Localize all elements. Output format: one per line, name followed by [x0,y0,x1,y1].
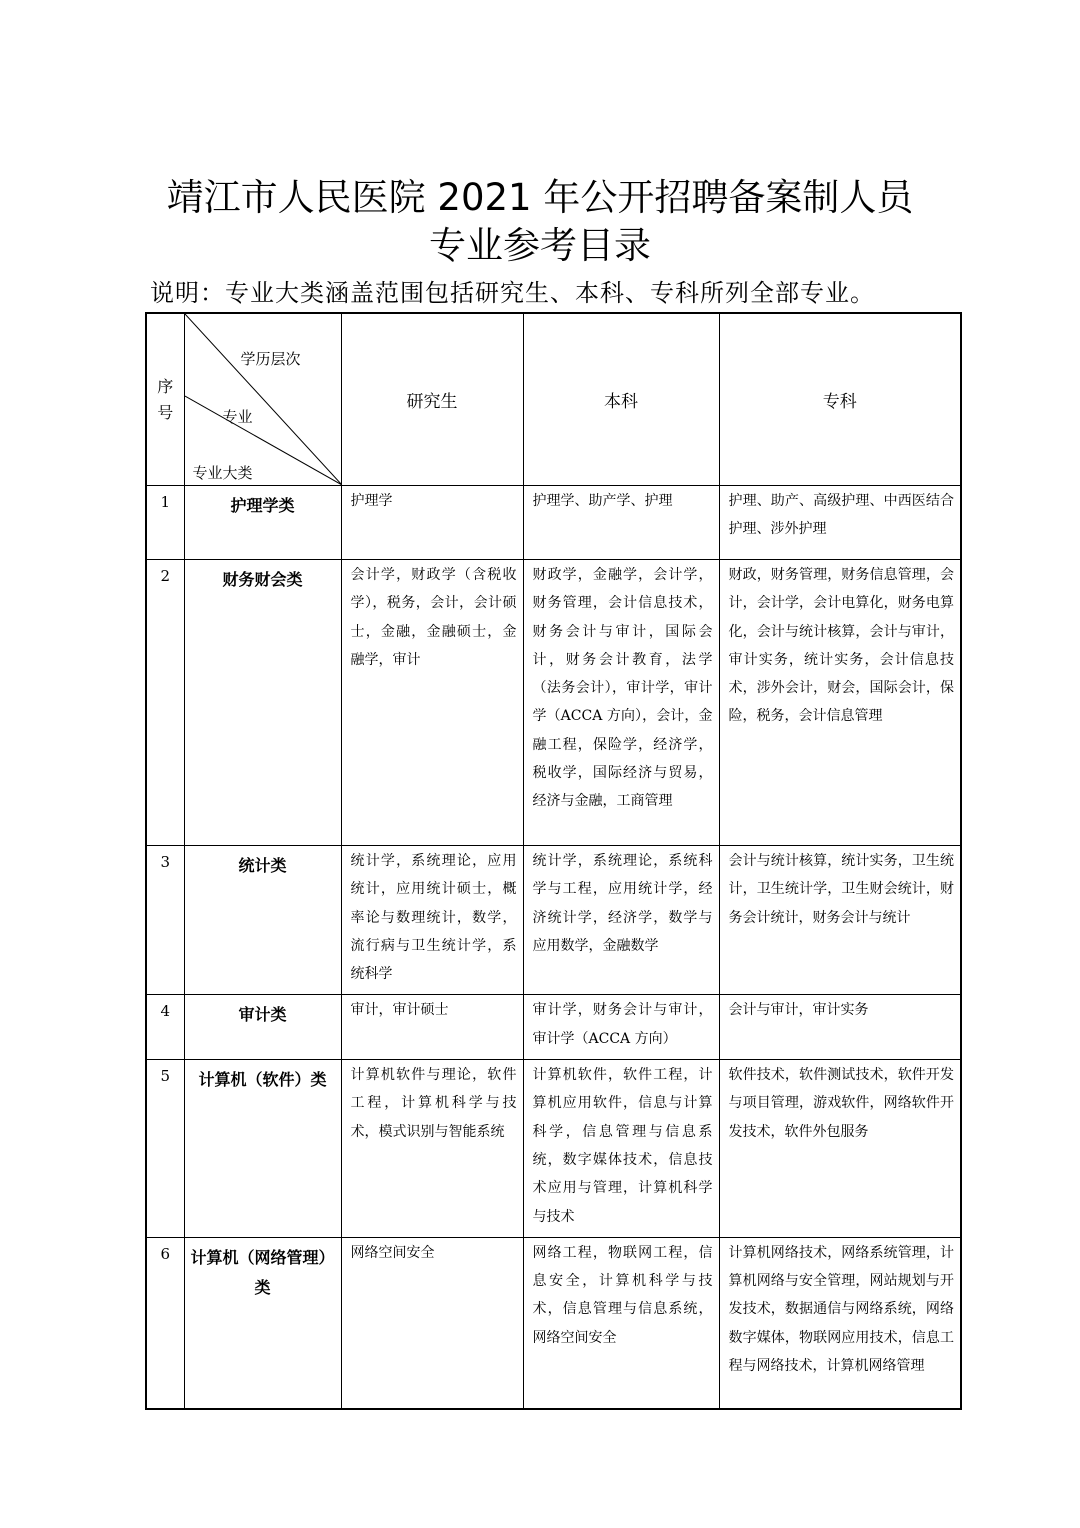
header-diagonal-cell [184,313,341,486]
row-category: 财务财会类 [184,560,341,846]
table-row [146,1060,961,1238]
header-postgraduate-label: 研究生 [406,392,458,412]
row-undergraduate: 财政学，金融学，会计学，财务管理，会计信息技术，财务会计与审计，国际会计，财务会计教育，法学（法务会计），审计学，审计学（ACCA 方向），会计，金融工程，保险学，经济学，税收学，国际经济与贸易，经济与金融，工商管理 [523,560,719,846]
row-postgraduate: 审计，审计硕士 [341,995,523,1060]
row-postgraduate: 护理学 [341,486,523,560]
header-junior-college-label: 专科 [822,392,857,412]
row-junior-college: 会计与统计核算，统计实务，卫生统计，卫生统计学，卫生财会统计，财务会计统计，财务会计与统计 [719,846,961,995]
table-row [146,486,961,560]
table-header-row [146,313,961,486]
row-category: 统计类 [184,846,341,995]
row-index: 4 [146,995,184,1060]
row-postgraduate: 统计学，系统理论，应用统计，应用统计硕士，概率论与数理统计，数学，流行病与卫生统计学，系统科学 [341,846,523,995]
row-category: 计算机（软件）类 [184,1060,341,1238]
row-undergraduate: 审计学，财务会计与审计，审计学（ACCA 方向） [523,995,719,1060]
header-junior-college [719,313,961,486]
row-category: 审计类 [184,995,341,1060]
row-postgraduate: 计算机软件与理论，软件工程，计算机科学与技术，模式识别与智能系统 [341,1060,523,1238]
row-junior-college: 计算机网络技术，网络系统管理，计算机网络与安全管理，网站规划与开发技术，数据通信与网络系统，网络数字媒体，物联网应用技术，信息工程与网络技术，计算机网络管理 [719,1237,961,1409]
row-undergraduate: 护理学、助产学、护理 [523,486,719,560]
note-text: 说明：专业大类涵盖范围包括研究生、本科、专科所列全部专业。 [150,279,875,307]
row-category: 护理学类 [184,486,341,560]
table-row [146,560,961,846]
page-title-line2: 专业参考目录 [429,224,651,267]
row-index: 3 [146,846,184,995]
header-diag-major: 专业 [222,408,253,426]
row-undergraduate: 统计学，系统理论，系统科学与工程，应用统计学，经济统计学，经济学，数学与应用数学，金融数学 [523,846,719,995]
row-index: 6 [146,1237,184,1409]
row-junior-college: 财政，财务管理，财务信息管理，会计，会计学，会计电算化，财务电算化，会计与统计核算，会计与审计，审计实务，统计实务，会计信息技术，涉外会计，财会，国际会计，保险，税务，会计信息管理 [719,560,961,846]
table-row [146,846,961,995]
page-title-line1: 靖江市人民医院 2021 年公开招聘备案制人员 [166,176,914,219]
row-undergraduate: 网络工程，物联网工程，信息安全，计算机科学与技术，信息管理与信息系统，网络空间安全 [523,1237,719,1409]
row-index: 2 [146,560,184,846]
row-junior-college: 护理、助产、高级护理、中西医结合护理、涉外护理 [719,486,961,560]
row-postgraduate: 网络空间安全 [341,1237,523,1409]
header-diag-category: 专业大类 [192,464,253,482]
header-undergraduate [523,313,719,486]
header-index-label: 序号 [157,376,174,422]
table-row [146,995,961,1060]
row-junior-college: 软件技术，软件测试技术，软件开发与项目管理，游戏软件，网络软件开发技术，软件外包服务 [719,1060,961,1238]
row-index: 5 [146,1060,184,1238]
row-category: 计算机（网络管理）类 [184,1237,341,1409]
row-postgraduate: 会计学，财政学（含税收学），税务，会计，会计硕士，金融，金融硕士，金融学，审计 [341,560,523,846]
row-junior-college: 会计与审计，审计实务 [719,995,961,1060]
row-index: 1 [146,486,184,560]
row-undergraduate: 计算机软件，软件工程，计算机应用软件，信息与计算科学，信息管理与信息系统，数字媒体技术，信息技术应用与管理，计算机科学与技术 [523,1060,719,1238]
major-catalog-table [145,312,962,1410]
header-diag-level: 学历层次 [240,350,301,368]
header-undergraduate-label: 本科 [604,392,638,412]
diagonal-lines [185,314,342,485]
table-row [146,1237,961,1409]
header-index [146,313,184,486]
header-postgraduate [341,313,523,486]
